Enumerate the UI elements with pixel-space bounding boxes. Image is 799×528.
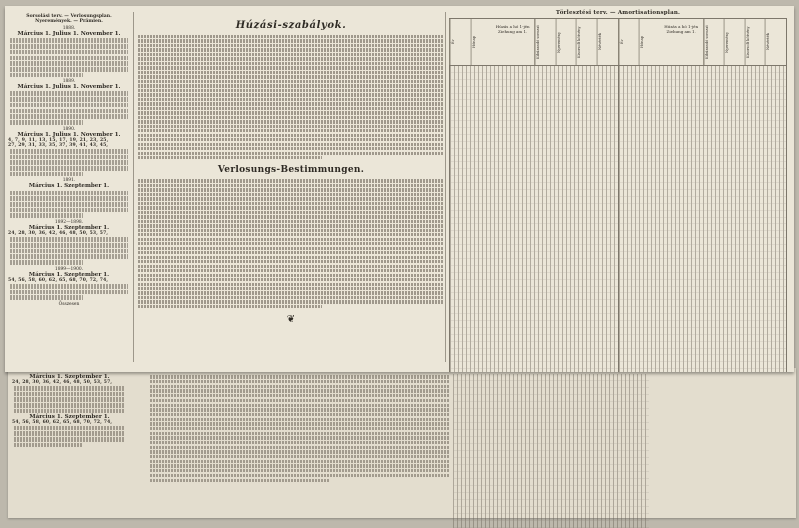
table-row (453, 451, 649, 458)
table-body (450, 66, 618, 372)
table-half-left (450, 19, 619, 372)
table-row (453, 500, 649, 507)
year-label: 1888. (62, 26, 76, 32)
table-row (619, 307, 787, 314)
table-row (619, 349, 787, 356)
table-row (619, 231, 787, 238)
column-header: Kihúzandó sorozat (535, 19, 556, 65)
table-row (453, 479, 649, 486)
column-header: Húzás a hó 1-jén Ziehung am 1. (660, 19, 704, 65)
table-row (619, 121, 787, 128)
table-body (619, 66, 787, 372)
table-row (619, 128, 787, 135)
table-row (450, 73, 618, 80)
table-row (619, 94, 787, 101)
table-row (450, 197, 618, 204)
table-row (619, 80, 787, 87)
back-regulations-text (150, 374, 450, 483)
table-header (450, 19, 618, 66)
table-row (619, 321, 787, 328)
table-row (619, 183, 787, 190)
total-label: Összesen (58, 302, 80, 307)
table-row (619, 218, 787, 225)
series-numbers: 24, 28, 30, 36, 42, 46, 48, 50, 53, 57, (12, 380, 113, 385)
table-row (450, 94, 618, 101)
table-row (619, 266, 787, 273)
table-row (450, 107, 618, 114)
table-row (450, 135, 618, 142)
table-row (453, 444, 649, 451)
column-header: Kisorsolt kötvény (576, 19, 597, 65)
series-numbers: 24, 28, 30, 36, 42, 46, 48, 50, 53, 57, (8, 231, 109, 237)
table-row (453, 437, 649, 444)
table-row (619, 355, 787, 362)
column-header: Év (619, 19, 640, 65)
table-row (619, 252, 787, 259)
table-row (450, 369, 618, 372)
table-row (450, 169, 618, 176)
table-row (619, 114, 787, 121)
table-row (450, 224, 618, 231)
table-row (619, 342, 787, 349)
table-row (450, 183, 618, 190)
table-row (619, 335, 787, 342)
table-row (450, 142, 618, 149)
column-header: Húzás a hó 1-jén Ziehung am 1. (491, 19, 535, 65)
table-title: Törlesztési terv. — Amortisationsplan. (555, 10, 681, 16)
table-row (453, 423, 649, 430)
draw-months: Március 1. Szeptember 1. (28, 225, 110, 232)
table-header (619, 19, 787, 66)
table-row (450, 190, 618, 197)
table-row (450, 287, 618, 294)
table-row (619, 259, 787, 266)
table-row (450, 66, 618, 73)
table-row (619, 169, 787, 176)
table-half-right (619, 19, 787, 372)
year-label: 1892—1898. (54, 219, 84, 225)
table-row (619, 314, 787, 321)
table-row (453, 381, 649, 388)
table-row (450, 162, 618, 169)
table-row (453, 402, 649, 409)
table-row (619, 204, 787, 211)
table-row (453, 514, 649, 521)
column-header: Év (450, 19, 471, 65)
table-row (619, 245, 787, 252)
table-row (450, 314, 618, 321)
back-table-body (453, 374, 649, 528)
table-row (450, 128, 618, 135)
draw-months: Március 1. Julius 1. November 1. (17, 84, 121, 91)
draw-months: Március 1. Julius 1. November 1. (17, 131, 121, 138)
table-row (450, 87, 618, 94)
regulations-title: Verlosungs-Bestimmungen. (217, 165, 365, 176)
table-row (450, 80, 618, 87)
table-row (619, 238, 787, 245)
table-row (453, 409, 649, 416)
column-header: Kihúzandó sorozat (704, 19, 725, 65)
series-numbers: 54, 56, 58, 60, 62, 65, 68, 70, 72, 74, (12, 419, 113, 425)
table-row (450, 293, 618, 300)
table-row (619, 149, 787, 156)
table-row (619, 287, 787, 294)
table-row (450, 335, 618, 342)
draw-months: Március 1. Szeptember 1. (28, 183, 110, 190)
table-row (619, 197, 787, 204)
table-row (450, 211, 618, 218)
draw-months: Március 1. Szeptember 1. (28, 271, 110, 278)
column-header: Kisorsolt kötvény (745, 19, 766, 65)
table-row (450, 328, 618, 335)
column-header: Hónap (639, 19, 660, 65)
column-header: Névérték (765, 19, 786, 65)
table-row (619, 100, 787, 107)
lottery-plan-header: Sorsolási terv. — Verlosungsplan. (26, 14, 112, 19)
table-row (619, 280, 787, 287)
table-row (453, 486, 649, 493)
table-row (619, 73, 787, 80)
draw-months: Március 1. Szeptember 1. (29, 413, 110, 420)
table-row (453, 493, 649, 500)
table-row (450, 114, 618, 121)
table-row (450, 273, 618, 280)
table-row (619, 300, 787, 307)
column-header: Hónap (471, 19, 492, 65)
table-row (450, 231, 618, 238)
rules-section (138, 20, 444, 325)
table-row (450, 300, 618, 307)
ornament-icon: ❦ (286, 314, 296, 326)
table-row (453, 416, 649, 423)
column-header: Nyeremény (556, 19, 577, 65)
table-row (453, 507, 649, 514)
table-row (453, 374, 649, 381)
table-row (450, 266, 618, 273)
column-header: Nyeremény (724, 19, 745, 65)
table-row (453, 388, 649, 395)
table-row (619, 87, 787, 94)
draw-months: Március 1. Szeptember 1. (29, 374, 110, 380)
table-row (450, 259, 618, 266)
table-row (450, 121, 618, 128)
rules-title: Húzási-szabályok. (235, 20, 347, 31)
table-row (450, 176, 618, 183)
table-row (619, 293, 787, 300)
table-row (619, 362, 787, 369)
column-header: Névérték (597, 19, 618, 65)
series-numbers: 27, 29, 31, 33, 35, 37, 39, 41, 43, 45, (8, 142, 109, 148)
table-row (619, 156, 787, 163)
prizes-header: Nyeremények. — Prämien. (35, 19, 103, 25)
rules-text (138, 35, 444, 159)
table-row (619, 190, 787, 197)
front-sheet (5, 6, 794, 372)
table-row (450, 149, 618, 156)
table-row (450, 280, 618, 287)
table-row (619, 211, 787, 218)
table-row (453, 458, 649, 465)
table-row (453, 395, 649, 402)
table-row (619, 328, 787, 335)
table-row (453, 472, 649, 479)
year-label: 1890. (62, 126, 76, 132)
table-row (450, 362, 618, 369)
table-row (450, 218, 618, 225)
table-row (450, 252, 618, 259)
column-divider (445, 12, 446, 362)
table-row (450, 245, 618, 252)
table-row (619, 107, 787, 114)
series-numbers: 4, 7, 9, 11, 13, 15, 17, 19, 21, 23, 25, (8, 137, 109, 143)
table-row (619, 273, 787, 280)
year-label: 1899—1900. (54, 266, 84, 272)
column-divider (133, 12, 134, 362)
year-label: 1889. (62, 79, 76, 85)
table-row (450, 238, 618, 245)
lottery-plan-column (8, 14, 130, 307)
back-lottery-column (12, 374, 127, 448)
amortisation-table (449, 18, 787, 372)
table-row (450, 321, 618, 328)
regulations-text (138, 179, 444, 308)
draw-months: Március 1. Julius 1. November 1. (17, 31, 121, 38)
table-row (619, 162, 787, 169)
series-numbers: 54, 56, 58, 60, 62, 65, 68, 70, 72, 74, (8, 277, 109, 283)
table-row (450, 100, 618, 107)
table-row (619, 66, 787, 73)
table-row (453, 521, 649, 528)
amortisation-table-section (449, 10, 787, 372)
table-row (619, 176, 787, 183)
table-row (619, 369, 787, 372)
year-label: 1891. (62, 178, 76, 184)
table-row (453, 430, 649, 437)
table-row (619, 135, 787, 142)
table-row (450, 355, 618, 362)
table-row (450, 342, 618, 349)
table-row (450, 349, 618, 356)
table-row (450, 156, 618, 163)
table-row (450, 204, 618, 211)
table-row (453, 465, 649, 472)
table-row (450, 307, 618, 314)
table-row (619, 142, 787, 149)
table-row (619, 224, 787, 231)
